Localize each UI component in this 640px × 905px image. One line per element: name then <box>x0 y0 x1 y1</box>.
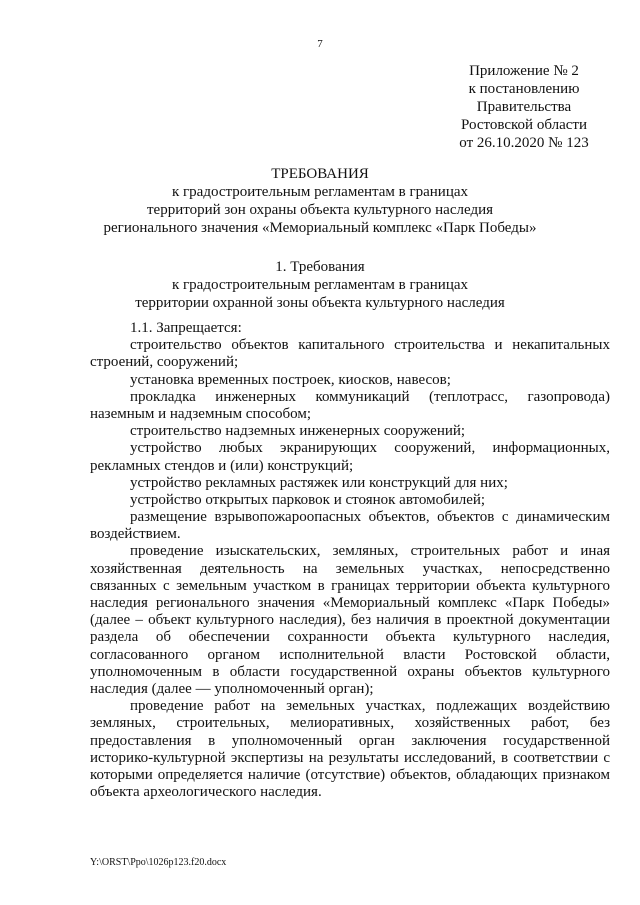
body-line: согласованного органом исполнительной власти Ростовской области, <box>90 646 610 663</box>
body-line: земляных, строительных, мелиоративных, хозяйственных работ, без <box>90 715 610 732</box>
title-line: территорий зон охраны объекта культурного наследия <box>147 202 493 218</box>
body-line: устройство любых экранирующих сооружений, информационных, <box>130 440 610 457</box>
document-title <box>0 165 640 237</box>
body-line: проведение работ на земельных участках, подлежащих воздействию <box>130 698 610 715</box>
body-line: наследия регионального значения «Мемориальный комплекс «Парк Победы» <box>90 595 610 611</box>
title-line: ТРЕБОВАНИЯ <box>271 166 369 182</box>
body-line: установка временных построек, киосков, навесов; <box>130 371 451 388</box>
file-path-footer: Y:\ORST\Ppo\1026p123.f20.docx <box>90 857 227 868</box>
section-line: территории охранной зоны объекта культурного наследия <box>135 295 505 311</box>
body-line: устройство рекламных растяжек или конструкций для них; <box>130 474 508 491</box>
body-line: хозяйственная деятельность на земельных участках, непосредственно <box>90 560 610 577</box>
body-text <box>90 320 610 801</box>
body-line: строительство объектов капитального строительства и некапитальных <box>130 337 610 354</box>
appendix-line: Приложение № 2 <box>469 63 579 79</box>
body-line: рекламных стендов и (или) конструкций; <box>90 457 354 474</box>
appendix-line: от 26.10.2020 № 123 <box>459 135 589 151</box>
body-line: размещение взрывопожароопасных объектов, объектов с динамическим <box>130 509 610 526</box>
body-line: устройство открытых парковок и стоянок автомобилей; <box>130 491 486 508</box>
page-number: 7 <box>317 38 323 50</box>
body-line: историко-культурной экспертизы на результаты исследований, в соответствии с <box>90 749 610 766</box>
title-line: к градостроительным регламентам в границах <box>171 184 469 200</box>
body-line: объекта археологического наследия. <box>90 784 322 801</box>
body-line: которыми определяется наличие (отсутствие) объектов, обладающих признаком <box>90 766 610 783</box>
subsection-heading: 1.1. Запрещается: <box>130 320 242 336</box>
body-line: проведение изыскательских, земляных, строительных работ и иная <box>130 543 610 560</box>
section-line: к градостроительным регламентам в границах <box>171 277 469 293</box>
body-line: строений, сооружений; <box>90 354 239 371</box>
appendix-line: Правительства <box>476 99 572 115</box>
body-line: раздела об обеспечении сохранности объекта культурного наследия, <box>90 629 610 646</box>
body-line: наследия (далее — уполномоченный орган); <box>90 680 374 697</box>
body-line: воздействием. <box>90 526 181 543</box>
appendix-line: Ростовской области <box>461 117 587 133</box>
title-line: регионального значения «Мемориальный комплекс «Парк Победы» <box>103 220 537 236</box>
body-line: наземным и надземным способом; <box>90 405 312 422</box>
body-line: связанных с земельным участком в границах территории объекта культурного <box>90 577 610 594</box>
body-line: строительство надземных инженерных сооружений; <box>130 423 466 440</box>
section-line: 1. Требования <box>275 259 365 275</box>
appendix-line: к постановлению <box>468 81 580 97</box>
section-1-heading <box>0 258 640 312</box>
appendix-header <box>444 62 604 152</box>
body-line: предоставления в уполномоченный орган заключения государственной <box>90 732 610 749</box>
body-line: (далее – объект культурного наследия), без наличия в проектной документации <box>90 612 610 629</box>
body-line: уполномоченным в области государственной охраны объектов культурного <box>90 663 610 680</box>
body-line: прокладка инженерных коммуникаций (теплотрасс, газопровода) <box>130 388 610 405</box>
